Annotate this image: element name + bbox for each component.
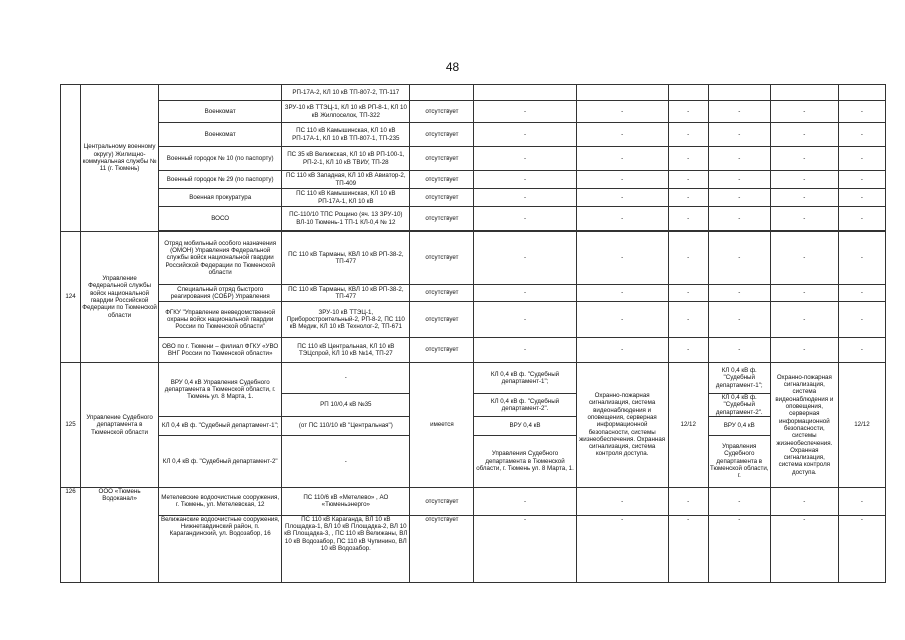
- infrastructure-table: Центральному военному округу) Жилищно-коммунальная службы № 11 (г. Тюмень) РП-17А-2, КЛ 10 кВ ТП-807-2, ТП-117 Военкомат ЗРУ-10 кВ ТТЭЦ-1, КЛ 10 кВ РП-8-1, КЛ 10 кВ Жилпоселок, ТП-322 отсутствует - - - - - - Военкомат ПС 110 кВ Камышинская, КЛ 10 кВ РП-17А-1, КЛ 10 кВ ТП-807-1, ТП-235 отсутствует - - - - - - Военный городок № 10 (по паспорту) ПС 35 кВ Велижская, КЛ 10 кВ РП-100-1, РП-2-1, КЛ 10 кВ ТВИУ, ТП-28 отсутствует - - - - - - Военный городок № 29 (по паспорту) ПС 110 кВ Западная, КЛ 10 кВ Авиатор-2, ТП-409 отсутствует - - - - - - Военная прокуратура ПС 110 кВ Камышинская, КЛ 10 кВ РП-17А-1, КЛ 10 кВ отсутствует - - - - - - ВОСО ПС-110/10 ТПС Рощино (яч. 13 ЗРУ-10) ВЛ-10 Тюмень-1 ТП-1 КЛ-0,4 № 12 отсутствует - - - - - - 124 Управление Федеральной службы войск национальной гвардии Российской Федерации по Тюменской области Отряд мобильный особого назначения (ОМОН) Управления Федеральной службы войск национальной гвардии Российской Федерации по Тюменской области ПС 110 кВ Тарманы, КВЛ 10 кВ РП-38-2, ТП-477 отсутствует - - - - - - Специальный отряд быстрого реагирования (СОБР) Управления ПС 110 кВ Тарманы, КВЛ 10 кВ РП-38-2, ТП-477 отсутствует - - - - - - ФГКУ "Управление вневедомственной охраны войск национальной гвардии России по Тюменской области" ЗРУ-10 кВ ТТЭЦ-1, Приборостроительный-2, РП-8-2, ПС 110 кВ Медик, КЛ 10 кВ Технолог-2, ТП-671 отсутствует - - - - - - ОВО по г. Тюмени – филиал ФГКУ «УВО ВНГ России по Тюменской области» ПС 110 кВ Центральная, КЛ 10 кВ ТЭЦспрой, КЛ 10 кВ №14, ТП-27 отсутствует - - - - - - 125 Управление Судебного департамента в Тюменской области ВРУ 0,4 кВ Управления Судебного департамента в Тюменской области, г. Тюмень ул. 8 Марта, 1. - имеется КЛ 0,4 кВ ф. "Судебный департамент-1"; Охранно-пожарная сигнализация, система видеонаблюдения и оповещения, серверная информационной безопасности, системы жизнеобеспечения. Охранная сигнализация, система контроля доступа. 12/12 КЛ 0,4 кВ ф. "Судебный департамент-1"; Охранно-пожарная сигнализация, система видеонаблюдения и оповещения, серверная информационной безопасности, системы жизнеобеспечения. Охранная сигнализация, система контроля доступа. 12/12 РП 10/0,4 кВ №35 КЛ 0,4 кВ ф. "Судебный департамент-2". КЛ 0,4 кВ ф. "Судебный департамент-2". КЛ 0,4 кВ ф. "Судебный департамент-1"; (от ПС 110/10 кВ "Центральная") ВРУ 0,4 кВ ВРУ 0,4 кВ КЛ 0,4 кВ ф. "Судебный департамент-2" - Управления Судебного департамента в Тюменской области, г. Тюмень ул. 8 Марта, 1. Управления Судебного департамента в Тюменской области, г. 126 ООО «Тюмень Водоканал» Метелевские водоочистные сооружения, г. Тюмень, ул. Метелевская, 12 ПС 110/6 кВ «Метелево» , АО «Тюменьэнерго» отсутствует - - - - - - Велижанские водоочистные сооружения, Нижнетавдинский район, п. Карагандинский, ул. Водозабор, 16 ПС 110 кВ Караганда, ВЛ 10 кВ Площадка-1, ВЛ 10 кВ Площадка-2, ВЛ 10 кВ Площадка-3, , ПС 110 кВ Велижаны, ВЛ 10 кВ Водозабор, ПС 110 кВ Чупинино, ВЛ 10 кВ Водозабор. отсутствует - - - - - -: [60, 84, 886, 583]
- reserve-status: отсутствует: [410, 302, 474, 338]
- object-name: Военный городок № 29 (по паспорту): [159, 171, 282, 189]
- ratio: 12/12: [668, 363, 708, 488]
- object-name: ФГКУ "Управление вневедомственной охраны войск национальной гвардии России по Тюменской области": [159, 302, 282, 338]
- org-name: Центральному военному округу) Жилищно-коммунальная службы № 11 (г. Тюмень): [81, 85, 159, 232]
- power-supply: ПС 110/6 кВ «Метелево» , АО «Тюменьэнерго»: [282, 487, 410, 515]
- object-name: Специальный отряд быстрого реагирования (СОБР) Управления: [159, 285, 282, 302]
- power-supply: ПС 35 кВ Велижская, КЛ 10 кВ РП-100-1, РП-2-1, КЛ 10 кВ ТВИУ, ТП-28: [282, 147, 410, 171]
- security-systems-2: Охранно-пожарная сигнализация, система видеонаблюдения и оповещения, серверная информационной безопасности, системы жизнеобеспечения. Охранная сигнализация, система контроля доступа.: [770, 363, 838, 488]
- backup-line-2: ВРУ 0,4 кВ: [708, 416, 770, 435]
- reserve-status: отсутствует: [410, 147, 474, 171]
- reserve-status: отсутствует: [410, 171, 474, 189]
- object-name: КЛ 0,4 кВ ф. "Судебный департамент-2": [159, 435, 282, 487]
- power-supply: ПС 110 кВ Тарманы, КВЛ 10 кВ РП-38-2, ТП-477: [282, 232, 410, 285]
- org-name: ООО «Тюмень Водоканал»: [81, 487, 159, 582]
- object-name: Военкомат: [159, 123, 282, 147]
- reserve-status: отсутствует: [410, 101, 474, 123]
- object-name: ВОСО: [159, 207, 282, 231]
- power-supply: -: [282, 435, 410, 487]
- backup-line: Управления Судебного департамента в Тюменской области, г. Тюмень ул. 8 Марта, 1.: [474, 435, 576, 487]
- power-supply: ПС-110/10 ТПС Рощино (яч. 13 ЗРУ-10) ВЛ-10 Тюмень-1 ТП-1 КЛ-0,4 № 12: [282, 207, 410, 231]
- power-supply: РП 10/0,4 кВ №35: [282, 394, 410, 417]
- power-supply: РП-17А-2, КЛ 10 кВ ТП-807-2, ТП-117: [282, 85, 410, 101]
- security-systems: Охранно-пожарная сигнализация, система видеонаблюдения и оповещения, серверная информационной безопасности, системы жизнеобеспечения. Охранная сигнализация, система контроля доступа.: [576, 363, 668, 488]
- row-number: 125: [61, 363, 81, 488]
- row-number: 124: [61, 232, 81, 363]
- reserve-status: отсутствует: [410, 123, 474, 147]
- reserve-status: отсутствует: [410, 232, 474, 285]
- object-name: Военная прокуратура: [159, 189, 282, 207]
- object-name: Военный городок № 10 (по паспорту): [159, 147, 282, 171]
- object-name: ОВО по г. Тюмени – филиал ФГКУ «УВО ВНГ России по Тюменской области»: [159, 338, 282, 363]
- reserve-status: отсутствует: [410, 285, 474, 302]
- row-number: [61, 85, 81, 232]
- backup-line-2: КЛ 0,4 кВ ф. "Судебный департамент-2".: [708, 394, 770, 417]
- reserve-status: отсутствует: [410, 487, 474, 515]
- reserve-status: отсутствует: [410, 207, 474, 231]
- reserve-status: [410, 85, 474, 101]
- object-name: Военкомат: [159, 101, 282, 123]
- backup-line: КЛ 0,4 кВ ф. "Судебный департамент-2".: [474, 394, 576, 417]
- power-supply: ЗРУ-10 кВ ТТЭЦ-1, КЛ 10 кВ РП-8-1, КЛ 10 кВ Жилпоселок, ТП-322: [282, 101, 410, 123]
- power-supply: -: [282, 363, 410, 394]
- backup-line: КЛ 0,4 кВ ф. "Судебный департамент-1";: [474, 363, 576, 394]
- ratio-2: 12/12: [838, 363, 885, 488]
- reserve-status: отсутствует: [410, 338, 474, 363]
- object-name: ВРУ 0,4 кВ Управления Судебного департамента в Тюменской области, г. Тюмень ул. 8 Марта, 1.: [159, 363, 282, 417]
- power-supply: ПС 110 кВ Тарманы, КВЛ 10 кВ РП-38-2, ТП-477: [282, 285, 410, 302]
- backup-line-2: Управления Судебного департамента в Тюменской области, г.: [708, 435, 770, 487]
- object-name: Метелевские водоочистные сооружения, г. Тюмень, ул. Метелевская, 12: [159, 487, 282, 515]
- power-supply: ПС 110 кВ Караганда, ВЛ 10 кВ Площадка-1, ВЛ 10 кВ Площадка-2, ВЛ 10 кВ Площадка-3, , ПС 110 кВ Велижаны, ВЛ 10 кВ Водозабор, ПС 110 кВ Чупинино, ВЛ 10 кВ Водозабор.: [282, 515, 410, 582]
- power-supply: ЗРУ-10 кВ ТТЭЦ-1, Приборостроительный-2, РП-8-2, ПС 110 кВ Медик, КЛ 10 кВ Технолог-2, ТП-671: [282, 302, 410, 338]
- power-supply: ПС 110 кВ Камышинская, КЛ 10 кВ РП-17А-1, КЛ 10 кВ ТП-807-1, ТП-235: [282, 123, 410, 147]
- object-name: [159, 85, 282, 101]
- backup-line: ВРУ 0,4 кВ: [474, 416, 576, 435]
- backup-line-2: КЛ 0,4 кВ ф. "Судебный департамент-1";: [708, 363, 770, 394]
- object-name: Велижанские водоочистные сооружения, Нижнетавдинский район, п. Карагандинский, ул. Водозабор, 16: [159, 515, 282, 582]
- power-supply: (от ПС 110/10 кВ "Центральная"): [282, 416, 410, 435]
- power-supply: ПС 110 кВ Центральная, КЛ 10 кВ ТЭЦспрой, КЛ 10 кВ №14, ТП-27: [282, 338, 410, 363]
- reserve-status: отсутствует: [410, 189, 474, 207]
- reserve-status: имеется: [410, 363, 474, 488]
- object-name: Отряд мобильный особого назначения (ОМОН) Управления Федеральной службы войск национальной гвардии Российской Федерации по Тюменской области: [159, 232, 282, 285]
- row-number: 126: [61, 487, 81, 582]
- page-number: 48: [445, 60, 460, 74]
- org-name: Управление Федеральной службы войск национальной гвардии Российской Федерации по Тюменской области: [81, 232, 159, 363]
- org-name: Управление Судебного департамента в Тюменской области: [81, 363, 159, 488]
- power-supply: ПС 110 кВ Западная, КЛ 10 кВ Авиатор-2, ТП-409: [282, 171, 410, 189]
- object-name: КЛ 0,4 кВ ф. "Судебный департамент-1";: [159, 416, 282, 435]
- power-supply: ПС 110 кВ Камышинская, КЛ 10 кВ РП-17А-1, КЛ 10 кВ: [282, 189, 410, 207]
- reserve-status: отсутствует: [410, 515, 474, 582]
